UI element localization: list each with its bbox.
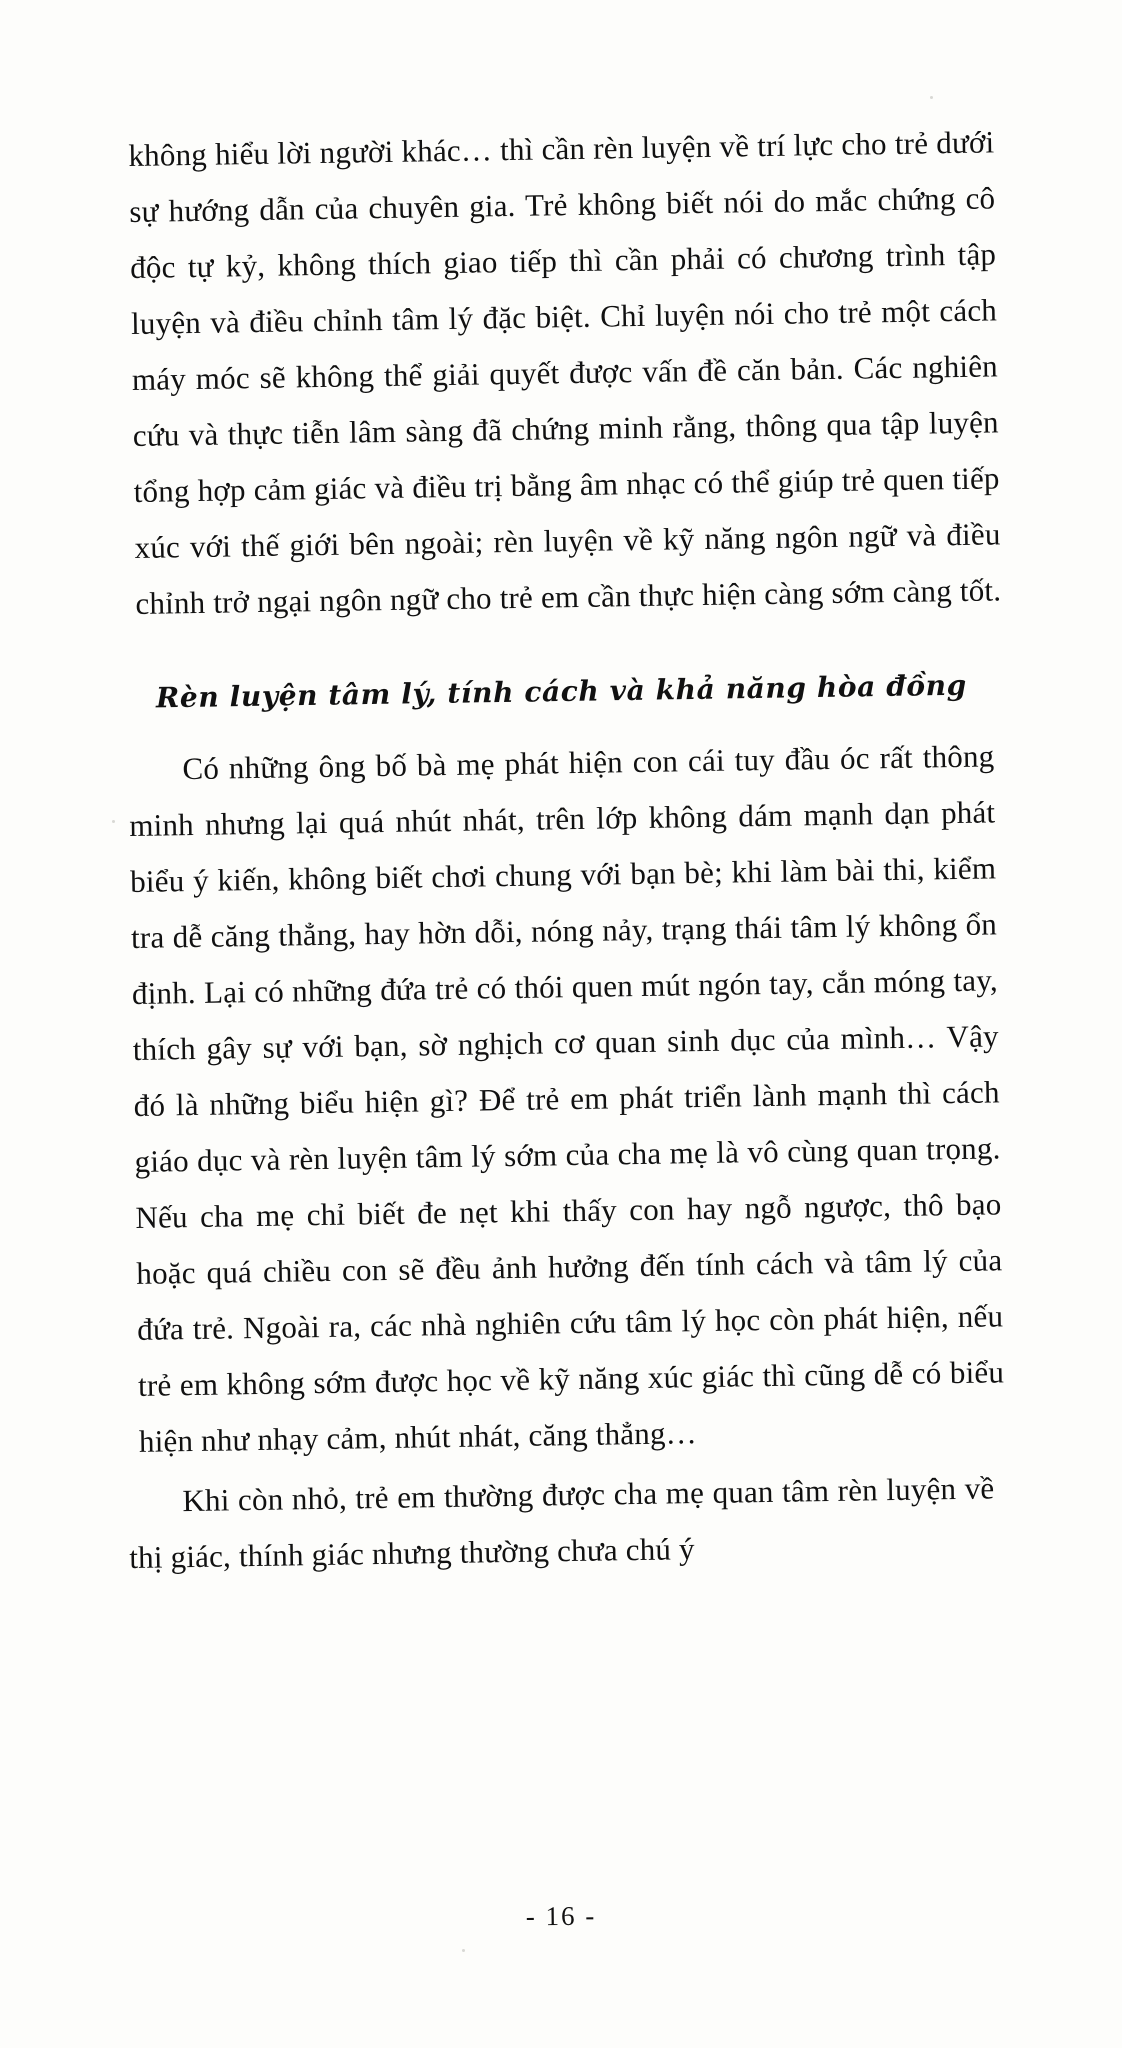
- page-number: - 16 -: [525, 1900, 597, 1932]
- scan-speckle: [930, 96, 933, 99]
- scan-speckle: [462, 1949, 465, 1952]
- paragraph-continued: không hiểu lời người khác… thì cần rèn luyện về trí lực cho trẻ dưới sự hướng dẫn của chuyên gia. Trẻ không biết nói do mắc chứng cô độc tự kỷ, không thích giao tiếp thì cần phải có chương trình tập luyện và điều chỉnh tâm lý đặc biệt. Chỉ luyện nói cho trẻ một cách máy móc sẽ không thể giải quyết được vấn đề căn bản. Các nghiên cứu và thực tiễn lâm sàng đã chứng minh rằng, thông qua tập luyện tổng hợp cảm giác và điều trị bằng âm nhạc có thể giúp trẻ quen tiếp xúc với thế giới bên ngoài; rèn luyện về kỹ năng ngôn ngữ và điều chỉnh trở ngại ngôn ngữ cho trẻ em cần thực hiện càng sớm càng tốt.: [128, 124, 1002, 621]
- paragraph-body-1: Có những ông bố bà mẹ phát hiện con cái tuy đầu óc rất thông minh nhưng lại quá nhút nhát, trên lớp không dám mạnh dạn phát biểu ý kiến, không biết chơi chung với bạn bè; khi làm bài thi, kiểm tra dễ căng thẳng, hay hờn dỗi, nóng nảy, trạng thái tâm lý không ổn định. Lại có những đứa trẻ có thói quen mút ngón tay, cắn móng tay, thích gây sự với bạn, sờ nghịch cơ quan sinh dục của mình… Vậy đó là những biểu hiện gì? Để trẻ em phát triển lành mạnh thì cách giáo dục và rèn luyện tâm lý sớm của cha mẹ là vô cùng quan trọng. Nếu cha mẹ chỉ biết đe nẹt khi thấy con hay ngỗ ngược, thô bạo hoặc quá chiều con sẽ đều ảnh hưởng đến tính cách và tâm lý của đứa trẻ. Ngoài ra, các nhà nghiên cứu tâm lý học còn phát hiện, nếu trẻ em không sớm được học về kỹ năng xúc giác thì cũng dễ có biểu hiện như nhạy cảm, nhút nhát, căng thẳng…: [129, 738, 1005, 1459]
- paragraph-body-2: Khi còn nhỏ, trẻ em thường được cha mẹ quan tâm rèn luyện về thị giác, thính giác nhưng thường chưa chú ý: [129, 1470, 995, 1575]
- scan-speckle: [112, 820, 115, 823]
- page-text-body: [128, 124, 1005, 1590]
- section-heading: Rèn luyện tâm lý, tính cách và khả năng hòa đồng: [155, 668, 968, 715]
